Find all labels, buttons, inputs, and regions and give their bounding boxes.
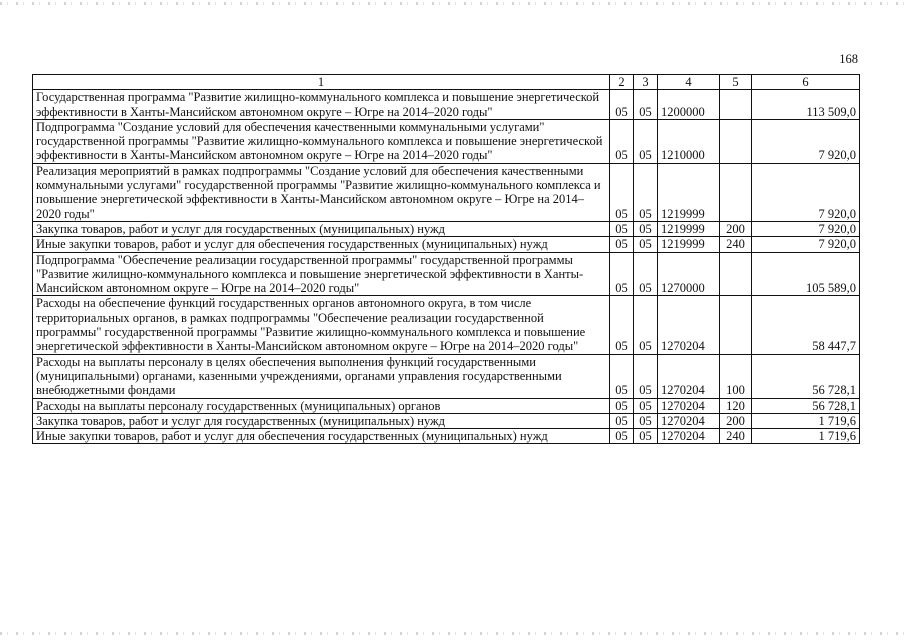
- row-amount: 56 728,1: [752, 354, 860, 398]
- table-row: [33, 237, 860, 252]
- row-amount: 1 719,6: [752, 413, 860, 428]
- row-target: 1270204: [658, 354, 720, 398]
- row-name: Иные закупки товаров, работ и услуг для обеспечения государственных (муниципальных) нужд: [33, 237, 610, 252]
- row-name: Закупка товаров, работ и услуг для государственных (муниципальных) нужд: [33, 221, 610, 236]
- scan-noise-top: [0, 2, 905, 5]
- row-name: Реализация мероприятий в рамках подпрограммы "Создание условий для обеспечения качественными коммунальными услугами" государственной программы "Развитие жилищно-коммунального комплекса и повышение энергетической эффективности в Ханты-Мансийском автономном округе – Югре на 2014–2020 годы": [33, 163, 610, 221]
- row-amount: 1 719,6: [752, 429, 860, 444]
- row-target: 1210000: [658, 119, 720, 163]
- row-amount: 7 920,0: [752, 237, 860, 252]
- row-target: 1200000: [658, 90, 720, 120]
- row-amount: 58 447,7: [752, 296, 860, 354]
- row-amount: 7 920,0: [752, 163, 860, 221]
- row-section: 05: [610, 429, 634, 444]
- row-section: 05: [610, 90, 634, 120]
- table-row: [33, 429, 860, 444]
- row-section: 05: [610, 354, 634, 398]
- row-name: Расходы на выплаты персоналу государственных (муниципальных) органов: [33, 398, 610, 413]
- row-name: Расходы на выплаты персоналу в целях обеспечения выполнения функций государственными (муниципальными) органами, казенными учреждениями, органами управления государственными внебюджетными фондами: [33, 354, 610, 398]
- row-type: 240: [720, 237, 752, 252]
- table-row: [33, 354, 860, 398]
- row-type: [720, 90, 752, 120]
- row-target: 1219999: [658, 163, 720, 221]
- row-amount: 7 920,0: [752, 119, 860, 163]
- row-type: [720, 163, 752, 221]
- row-subsection: 05: [634, 296, 658, 354]
- row-name: Закупка товаров, работ и услуг для государственных (муниципальных) нужд: [33, 413, 610, 428]
- row-type: [720, 252, 752, 296]
- row-section: 05: [610, 119, 634, 163]
- row-subsection: 05: [634, 252, 658, 296]
- row-target: 1219999: [658, 221, 720, 236]
- row-amount: 7 920,0: [752, 221, 860, 236]
- row-type: 100: [720, 354, 752, 398]
- row-type: 200: [720, 413, 752, 428]
- col-header-section: 2: [610, 75, 634, 90]
- row-amount: 56 728,1: [752, 398, 860, 413]
- row-subsection: 05: [634, 90, 658, 120]
- table-row: [33, 413, 860, 428]
- row-subsection: 05: [634, 354, 658, 398]
- row-subsection: 05: [634, 163, 658, 221]
- row-subsection: 05: [634, 413, 658, 428]
- row-subsection: 05: [634, 398, 658, 413]
- row-name: Подпрограмма "Обеспечение реализации государственной программы" государственной программы "Развитие жилищно-коммунального комплекса и повышение энергетической эффективности в Ханты-Мансийском автономном округе – Югре на 2014–2020 годы": [33, 252, 610, 296]
- row-section: 05: [610, 296, 634, 354]
- row-target: 1270204: [658, 398, 720, 413]
- row-section: 05: [610, 398, 634, 413]
- table-row: [33, 296, 860, 354]
- row-name: Государственная программа "Развитие жилищно-коммунального комплекса и повышение энергетической эффективности в Ханты-Мансийском автономном округе – Югре на 2014–2020 годы": [33, 90, 610, 120]
- row-name: Расходы на обеспечение функций государственных органов автономного округа, в том числе территориальных органов, в рамках подпрограммы "Обеспечение реализации государственной программы" государственной программы "Развитие жилищно-коммунального комплекса и повышение энергетической эффективности в Ханты-Мансийском автономном округе – Югре на 2014–2020 годы": [33, 296, 610, 354]
- scan-noise-bottom: [0, 632, 905, 635]
- row-section: 05: [610, 163, 634, 221]
- header-row: [33, 75, 860, 90]
- col-header-subsection: 3: [634, 75, 658, 90]
- row-type: 120: [720, 398, 752, 413]
- row-amount: 113 509,0: [752, 90, 860, 120]
- table-row: [33, 252, 860, 296]
- col-header-type: 5: [720, 75, 752, 90]
- row-subsection: 05: [634, 221, 658, 236]
- row-section: 05: [610, 252, 634, 296]
- row-target: 1270204: [658, 296, 720, 354]
- row-section: 05: [610, 237, 634, 252]
- row-amount: 105 589,0: [752, 252, 860, 296]
- table-row: [33, 90, 860, 120]
- row-subsection: 05: [634, 237, 658, 252]
- row-type: 200: [720, 221, 752, 236]
- table-row: [33, 221, 860, 236]
- row-subsection: 05: [634, 429, 658, 444]
- row-type: [720, 296, 752, 354]
- budget-table: [32, 74, 860, 444]
- table-row: [33, 119, 860, 163]
- row-type: [720, 119, 752, 163]
- row-subsection: 05: [634, 119, 658, 163]
- col-header-target: 4: [658, 75, 720, 90]
- row-target: 1270204: [658, 429, 720, 444]
- row-section: 05: [610, 221, 634, 236]
- row-target: 1219999: [658, 237, 720, 252]
- row-target: 1270204: [658, 413, 720, 428]
- row-target: 1270000: [658, 252, 720, 296]
- table-row: [33, 163, 860, 221]
- table-row: [33, 398, 860, 413]
- col-header-amount: 6: [752, 75, 860, 90]
- row-name: Подпрограмма "Создание условий для обеспечения качественными коммунальными услугами" государственной программы "Развитие жилищно-коммунального комплекса и повышение энергетической эффективности в Ханты-Мансийском автономном округе – Югре на 2014–2020 годы": [33, 119, 610, 163]
- row-type: 240: [720, 429, 752, 444]
- row-name: Иные закупки товаров, работ и услуг для обеспечения государственных (муниципальных) нужд: [33, 429, 610, 444]
- col-header-name: 1: [33, 75, 610, 90]
- row-section: 05: [610, 413, 634, 428]
- page-number: 168: [839, 52, 858, 66]
